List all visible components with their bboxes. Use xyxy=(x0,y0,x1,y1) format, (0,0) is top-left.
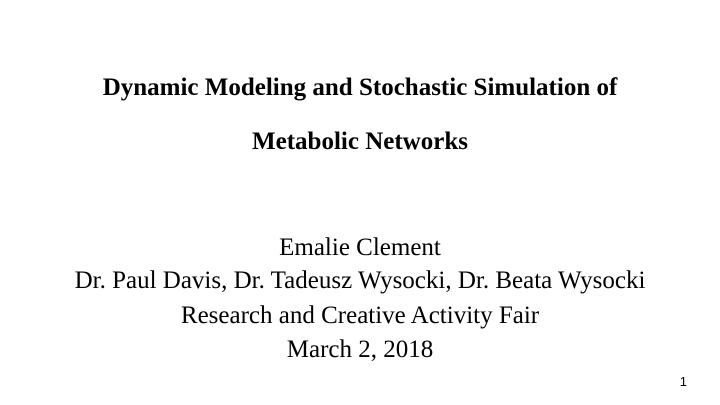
slide-number: 1 xyxy=(679,374,687,389)
title-line-1: Dynamic Modeling and Stochastic Simulation of xyxy=(102,74,618,101)
advisors-list: Dr. Paul Davis, Dr. Tadeusz Wysocki, Dr. Beata Wysocki xyxy=(74,267,646,294)
event-name: Research and Creative Activity Fair xyxy=(180,302,540,329)
author-name: Emalie Clement xyxy=(279,234,441,261)
presentation-date: March 2, 2018 xyxy=(286,336,434,363)
title-line-2: Metabolic Networks xyxy=(252,128,468,155)
